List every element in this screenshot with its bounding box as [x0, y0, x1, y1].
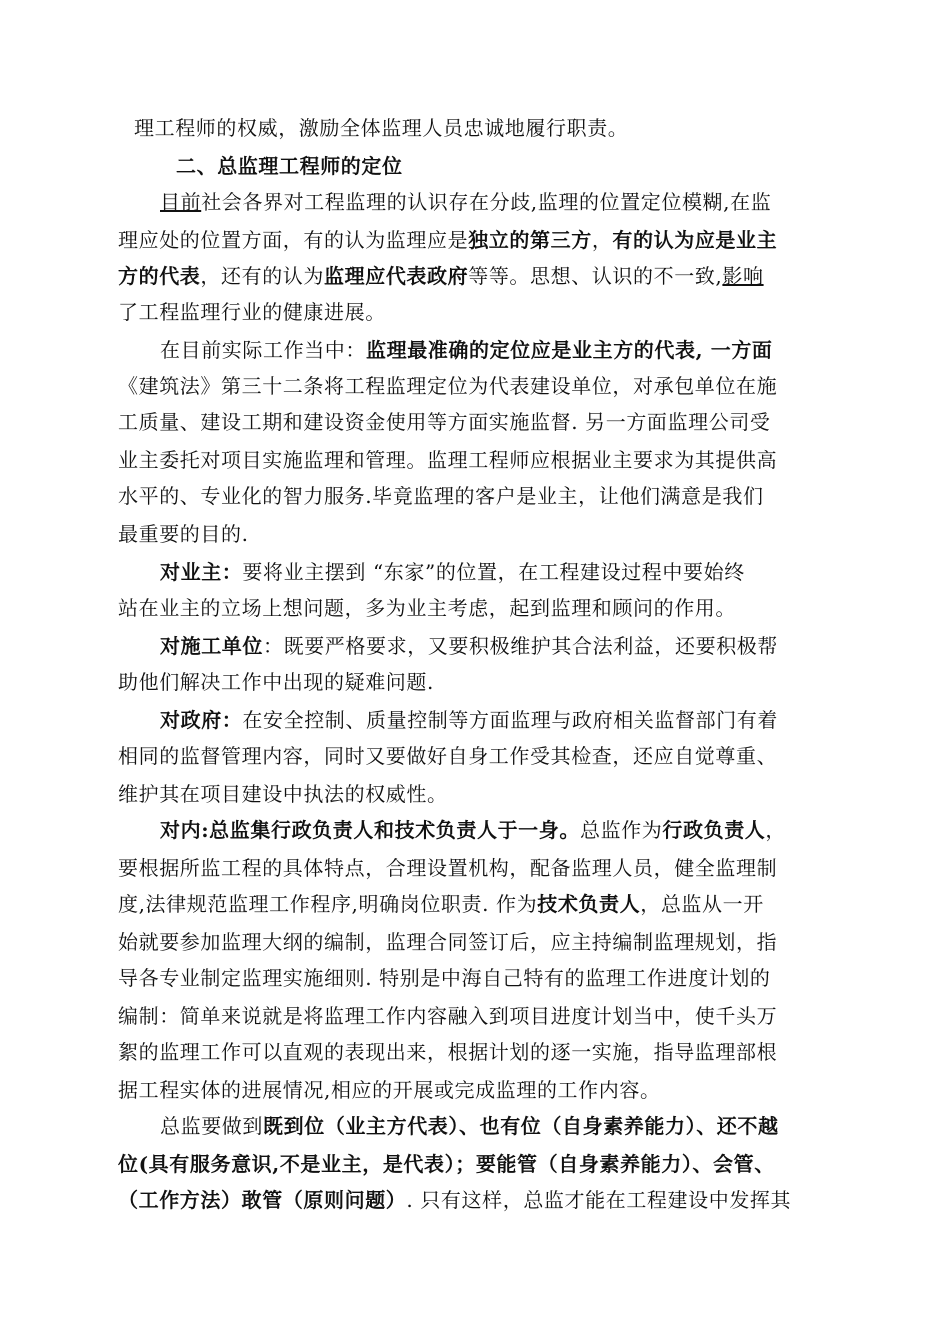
text-span: 要将业主摆到 “东家”的位置，在工程建设过程中要始终 [242, 560, 745, 584]
text-span: 在安全控制、质量控制等方面监理与政府相关监督部门有着 [242, 708, 779, 732]
text-span: 絮的监理工作可以直观的表现出来，根据计划的逐一实施，指导监理部根 [118, 1040, 778, 1064]
text-span: 始就要参加监理大纲的编制，监理合同签订后，应主持编制监理规划，指 [118, 930, 778, 954]
text-line [118, 961, 771, 995]
text-span: 编制：简单来说就是将监理工作内容融入到项目进度计划当中，使千头万 [118, 1004, 778, 1028]
text-line [118, 1183, 791, 1217]
heading-text: 二、总监理工程师的定位 [176, 154, 403, 178]
bold-text: 独立的第三方 [468, 228, 592, 252]
bold-text: （工作方法）敢管（原则问题） [118, 1188, 407, 1212]
text-line [118, 591, 736, 625]
text-line [160, 555, 745, 589]
bold-text: 有的认为应是业主 [612, 228, 778, 252]
bold-text: 对施工单位 [160, 634, 263, 658]
text-line [118, 925, 777, 959]
text-line [160, 1109, 779, 1143]
text-span: 助他们解决工作中出现的疑难问题. [118, 670, 434, 694]
bold-text: 对内:总监集行政负责人和技术负责人于一身。 [160, 818, 580, 842]
text-line [118, 739, 777, 773]
text-span: ， [765, 818, 786, 842]
bold-text: 对业主： [160, 560, 243, 584]
text-line [118, 777, 448, 811]
text-line [160, 185, 771, 219]
text-span: 等等。思想、认识的不一致, [468, 264, 723, 288]
text-span: 理应处的位置方面，有的认为监理应是 [118, 228, 469, 252]
text-span: . 只有这样，总监才能在工程建设中发挥其 [406, 1188, 792, 1212]
text-span: 要根据所监工程的具体特点，合理设置机构，配备监理人员，健全监理制 [118, 856, 778, 880]
text-line [118, 405, 771, 439]
text-line [118, 517, 249, 551]
text-span: ， [591, 228, 613, 252]
text-line [118, 1073, 661, 1107]
bold-text: 监理应代表政府 [324, 264, 469, 288]
text-span: 理工程师的权威，激励全体监理人员忠诚地履行职责。 [134, 116, 629, 140]
text-span: 业主委托对项目实施监理和管理。监理工程师应根据业主要求为其提供高 [118, 448, 778, 472]
text-span: 最重要的目的. [118, 522, 249, 546]
text-line [118, 443, 777, 477]
text-line [134, 111, 628, 145]
text-span: 站在业主的立场上想问题，多为业主考虑，起到监理和顾问的作用。 [118, 596, 736, 620]
text-line [118, 295, 386, 329]
text-span: ：既要严格要求，又要积极维护其合法利益，还要积极帮 [263, 634, 778, 658]
bold-text: 监理最准确的定位应是业主方的代表, 一方面 [366, 338, 773, 362]
text-span: 维护其在项目建设中执法的权威性。 [118, 782, 448, 806]
bold-text: 方的代表 [118, 264, 201, 288]
text-span: 据工程实体的进展情况,相应的开展或完成监理的工作内容。 [118, 1078, 661, 1102]
text-line [118, 1147, 775, 1181]
text-line [118, 999, 777, 1033]
text-span: 社会各界对工程监理的认识存在分歧,监理的位置定位模糊,在监 [201, 190, 772, 214]
text-span: ，总监从一开 [640, 892, 764, 916]
text-line [118, 887, 764, 921]
text-span: 《建筑法》第三十二条将工程监理定位为代表建设单位，对承包单位在施 [118, 374, 778, 398]
bold-text: 既到位（业主方代表）、也有位（自身素养能力）、还不越 [263, 1114, 779, 1138]
bold-text: 行政负责人 [662, 818, 766, 842]
text-line [118, 1035, 777, 1069]
section-heading [176, 149, 403, 183]
text-span: 在目前实际工作当中： [160, 338, 366, 362]
underlined-text: 目前 [160, 190, 202, 214]
text-line [160, 333, 773, 367]
text-line [118, 665, 434, 699]
text-line [118, 259, 764, 293]
bold-text: 技术负责人 [537, 892, 641, 916]
text-span: ，还有的认为 [200, 264, 325, 288]
bold-text: 对政府： [160, 708, 243, 732]
text-span: 工质量、建设工期和建设资金使用等方面实施监督. 另一方面监理公司受 [118, 410, 771, 434]
text-span: 了工程监理行业的健康进展。 [118, 300, 386, 324]
text-line [160, 703, 778, 737]
text-line [118, 479, 764, 513]
bold-text: 位(具有服务意识,不是业主，是代表）；要能管（自身素养能力）、会管、 [118, 1152, 775, 1176]
text-span: 水平的、专业化的智力服务.毕竟监理的客户是业主，让他们满意是我们 [118, 484, 764, 508]
text-span: 度,法律规范监理工作程序,明确岗位职责. 作为 [118, 892, 538, 916]
text-span: 导各专业制定监理实施细则. 特别是中海自己特有的监理工作进度计划的 [118, 966, 771, 990]
text-line [160, 629, 778, 663]
text-line [118, 369, 777, 403]
text-line [118, 851, 777, 885]
underlined-text: 影响 [722, 264, 764, 288]
text-line [160, 813, 786, 847]
text-span: 相同的监督管理内容，同时又要做好自身工作受其检查，还应自觉尊重、 [118, 744, 778, 768]
text-line [118, 223, 777, 257]
text-span: 总监作为 [579, 818, 663, 842]
text-span: 总监要做到 [160, 1114, 263, 1138]
